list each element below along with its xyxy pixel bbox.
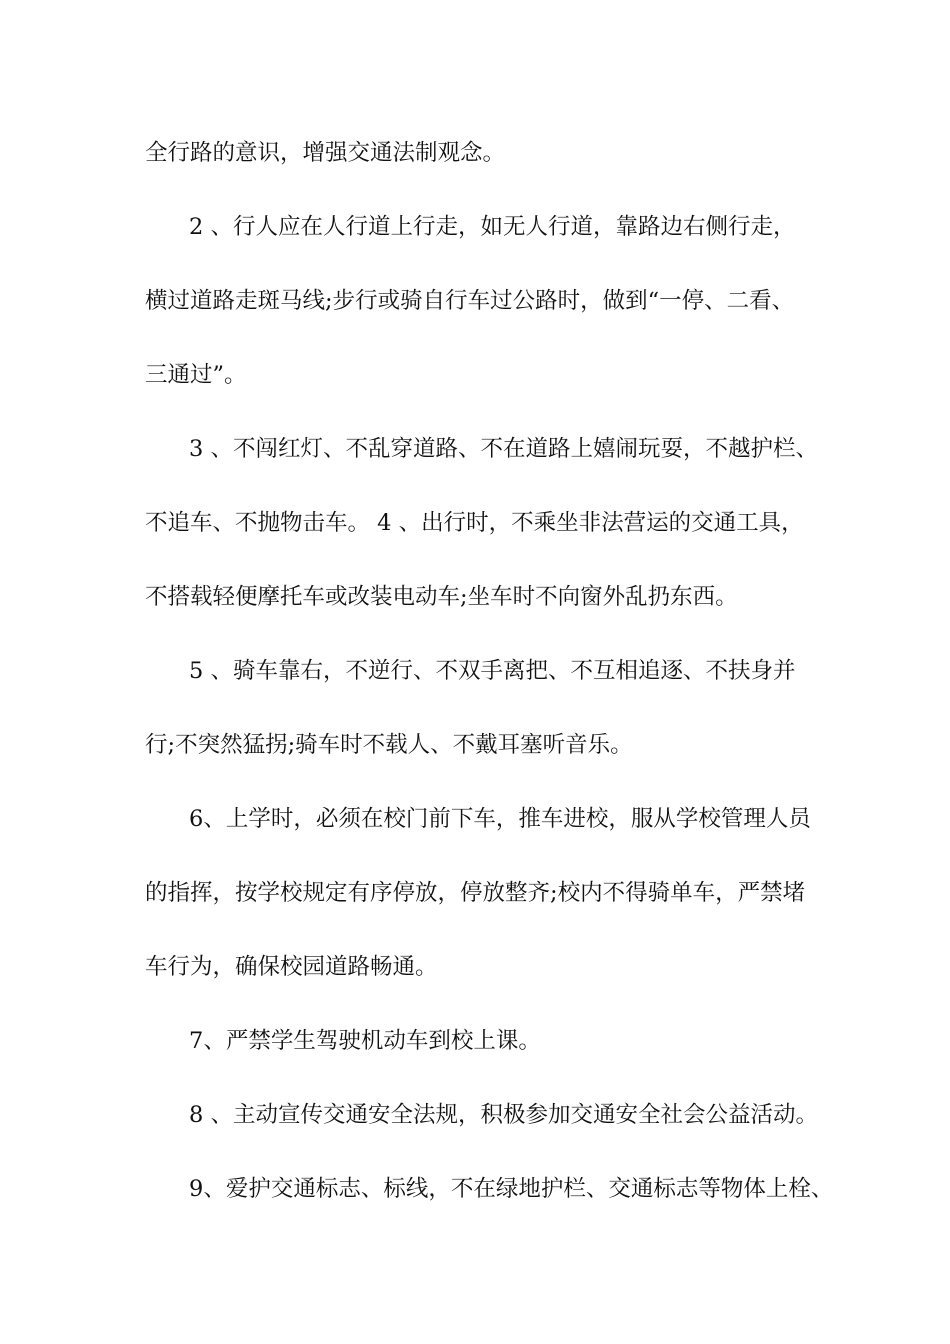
text-line: 不追车、不抛物击车。 4 、出行时，不乘坐非法营运的交通工具， (145, 510, 804, 536)
text-line: 3 、不闯红灯、不乱穿道路、不在道路上嬉闹玩耍，不越护栏、 (189, 436, 818, 462)
text-line: 的指挥，按学校规定有序停放，停放整齐;校内不得骑单车，严禁堵 (145, 880, 806, 906)
text-line: 8 、主动宣传交通安全法规，积极参加交通安全社会公益活动。 (189, 1102, 818, 1128)
text-line: 9、爱护交通标志、标线，不在绿地护栏、交通标志等物体上栓、 (189, 1176, 834, 1202)
text-line: 行;不突然猛拐;骑车时不载人、不戴耳塞听音乐。 (145, 732, 633, 758)
text-line: 全行路的意识，增强交通法制观念。 (145, 140, 506, 166)
text-line: 三通过”。 (145, 362, 247, 388)
text-line: 横过道路走斑马线;步行或骑自行车过公路时，做到“一停、二看、 (145, 288, 795, 314)
text-line: 6、上学时，必须在校门前下车，推车进校，服从学校管理人员 (189, 806, 811, 832)
text-line: 7、严禁学生驾驶机动车到校上课。 (189, 1028, 541, 1054)
text-line: 不搭载轻便摩托车或改装电动车;坐车时不向窗外乱扔东西。 (145, 584, 738, 610)
text-line: 2 、行人应在人行道上行走，如无人行道，靠路边右侧行走， (189, 214, 796, 240)
text-line: 5 、骑车靠右，不逆行、不双手离把、不互相追逐、不扶身并 (189, 658, 796, 684)
text-line: 车行为，确保校园道路畅通。 (145, 954, 438, 980)
